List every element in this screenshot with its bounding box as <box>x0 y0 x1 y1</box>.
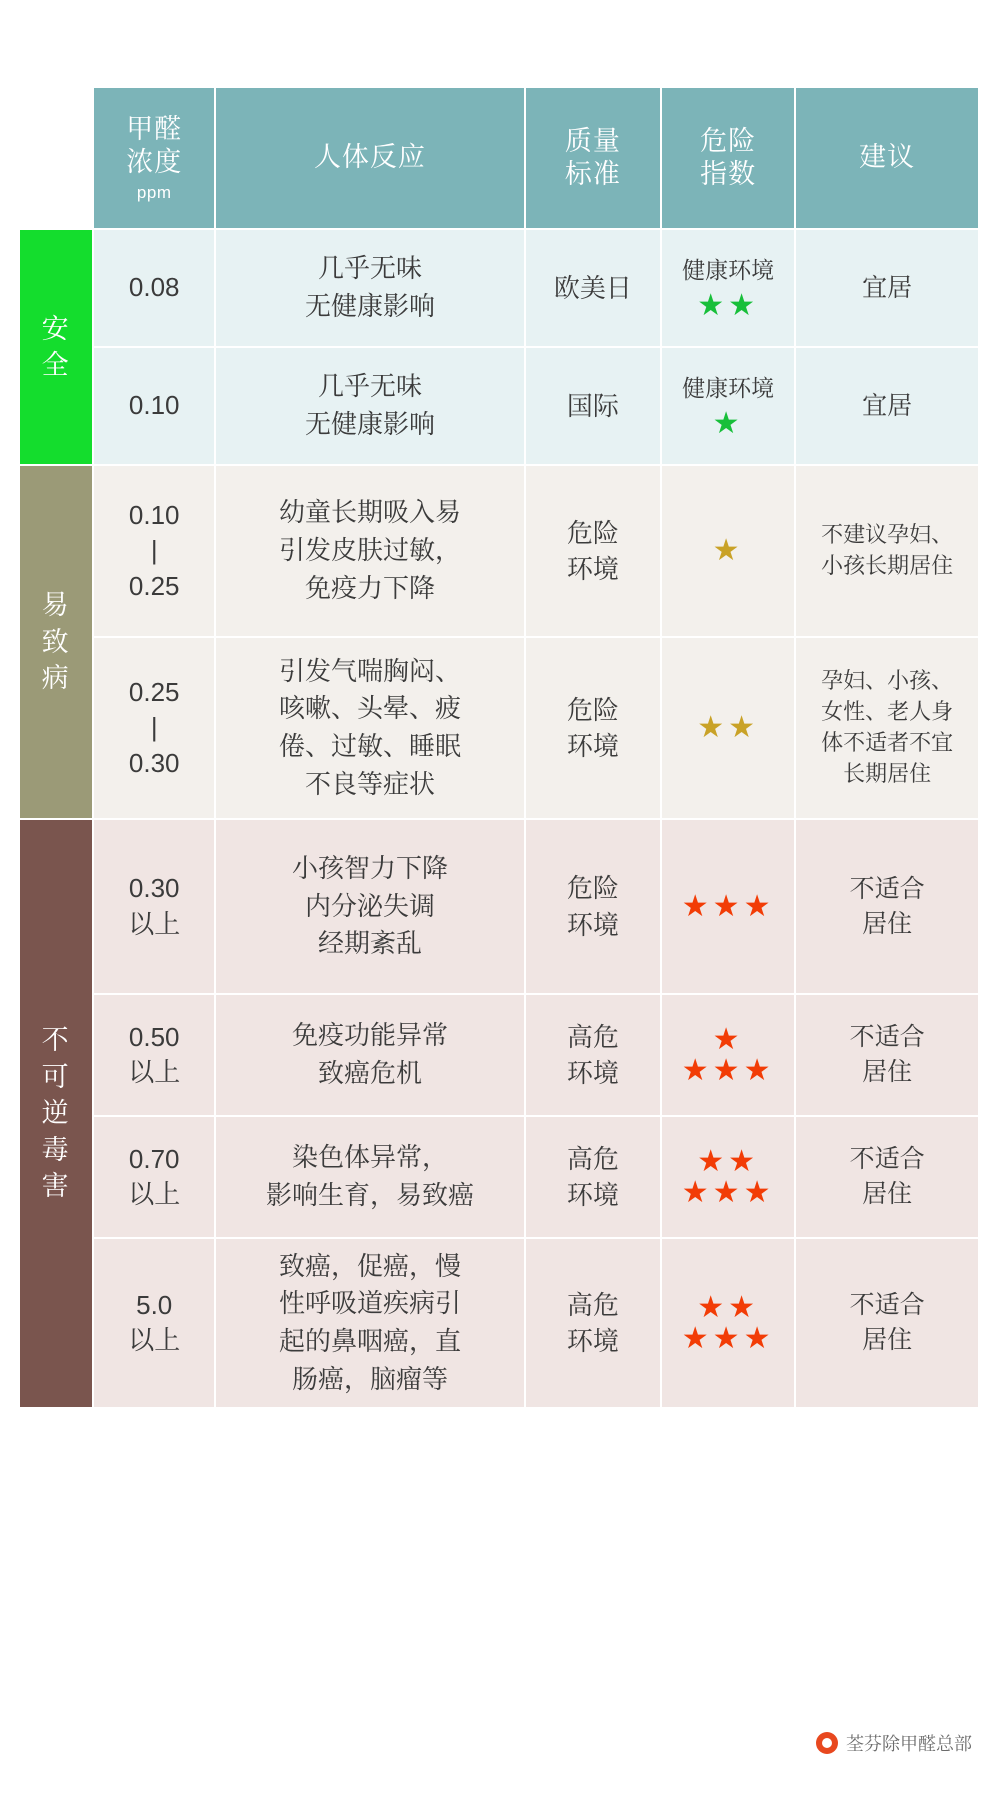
star-icon: ★ <box>712 1176 744 1209</box>
risk-stars <box>662 1024 794 1056</box>
header-standard-line1: 质量 <box>564 125 621 156</box>
category-cell <box>19 229 93 465</box>
concentration-cell: 0.10 | 0.25 <box>93 465 215 637</box>
star-icon: ★ <box>712 1022 744 1056</box>
table-row <box>19 229 979 347</box>
category-cell <box>19 819 93 1408</box>
standard-cell: 高危 环境 <box>525 994 661 1116</box>
header-reaction: 人体反应 <box>215 87 525 229</box>
reaction-cell: 幼童长期吸入易 引发皮肤过敏， 免疫力下降 <box>215 465 525 637</box>
risk-index-cell <box>661 994 795 1116</box>
concentration-cell: 0.25 | 0.30 <box>93 637 215 819</box>
star-icon: ★ <box>712 406 744 440</box>
star-icon: ★ <box>681 1322 713 1355</box>
risk-stars <box>662 712 794 744</box>
table-row <box>19 1238 979 1408</box>
risk-stars <box>662 290 794 322</box>
table-body <box>19 229 979 1408</box>
star-icon: ★ <box>743 1322 775 1355</box>
header-concentration <box>93 87 215 229</box>
header-risk-line1: 危险 <box>700 125 757 156</box>
header-standard <box>525 87 661 229</box>
header-risk-line2: 指数 <box>700 159 757 189</box>
advice-cell: 宜居 <box>795 347 979 465</box>
reaction-cell: 引发气喘胸闷、 咳嗽、头晕、疲 倦、过敏、睡眠 不良等症状 <box>215 637 525 819</box>
table-row <box>19 819 979 994</box>
star-icon: ★ <box>728 288 760 322</box>
reaction-cell: 致癌，促癌，慢 性呼吸道疾病引 起的鼻咽癌，直 肠癌，脑瘤等 <box>215 1238 525 1408</box>
advice-cell: 不适合 居住 <box>795 994 979 1116</box>
star-icon: ★ <box>712 1054 744 1087</box>
standard-cell: 欧美日 <box>525 229 661 347</box>
standard-cell: 危险 环境 <box>525 465 661 637</box>
advice-cell: 不适合 居住 <box>795 819 979 994</box>
standard-cell: 危险 环境 <box>525 819 661 994</box>
risk-stars <box>662 1146 794 1178</box>
header-advice: 建议 <box>795 87 979 229</box>
table-header <box>19 87 979 229</box>
reaction-cell: 染色体异常， 影响生育，易致癌 <box>215 1116 525 1238</box>
risk-label: 健康环境 <box>682 374 775 401</box>
formaldehyde-concentration-table <box>18 86 980 1409</box>
star-icon: ★ <box>743 889 775 923</box>
advice-cell: 不建议孕妇、 小孩长期居住 <box>795 465 979 637</box>
standard-cell: 高危 环境 <box>525 1116 661 1238</box>
table-row <box>19 994 979 1116</box>
table-row <box>19 637 979 819</box>
category-label: 易致病 <box>41 590 71 694</box>
concentration-cell: 0.50 以上 <box>93 994 215 1116</box>
star-icon: ★ <box>728 711 760 745</box>
concentration-cell: 5.0 以上 <box>93 1238 215 1408</box>
risk-stars <box>662 535 794 567</box>
star-icon: ★ <box>743 1176 775 1209</box>
risk-index-cell <box>661 1116 795 1238</box>
reaction-cell: 小孩智力下降 内分泌失调 经期紊乱 <box>215 819 525 994</box>
standard-cell: 危险 环境 <box>525 637 661 819</box>
risk-stars <box>662 1323 794 1355</box>
star-icon: ★ <box>743 1054 775 1087</box>
brand-watermark <box>816 1730 972 1756</box>
star-icon: ★ <box>681 1054 713 1087</box>
star-icon: ★ <box>712 1322 744 1355</box>
risk-stars <box>662 408 794 440</box>
star-icon: ★ <box>712 534 744 568</box>
risk-label: 健康环境 <box>682 256 775 283</box>
brand-name: 荃芬除甲醛总部 <box>846 1734 972 1754</box>
concentration-cell: 0.30 以上 <box>93 819 215 994</box>
advice-cell: 宜居 <box>795 229 979 347</box>
star-icon: ★ <box>697 288 729 322</box>
concentration-cell: 0.10 <box>93 347 215 465</box>
header-corner <box>19 87 93 229</box>
table-row <box>19 347 979 465</box>
reaction-cell: 几乎无味 无健康影响 <box>215 347 525 465</box>
risk-index-cell <box>661 1238 795 1408</box>
risk-stars <box>662 1055 794 1087</box>
category-label: 安全 <box>41 313 71 380</box>
standard-cell: 高危 环境 <box>525 1238 661 1408</box>
risk-index-cell <box>661 465 795 637</box>
header-row <box>19 87 979 229</box>
concentration-cell: 0.70 以上 <box>93 1116 215 1238</box>
wechat-logo-icon <box>816 1732 838 1754</box>
star-icon: ★ <box>697 1144 729 1178</box>
risk-index-cell <box>661 229 795 347</box>
footer <box>0 1730 1000 1759</box>
risk-index-cell <box>661 819 795 994</box>
risk-index-cell <box>661 347 795 465</box>
reaction-cell: 免疫功能异常 致癌危机 <box>215 994 525 1116</box>
table-row <box>19 465 979 637</box>
header-concentration-unit: ppm <box>136 182 172 202</box>
standard-cell: 国际 <box>525 347 661 465</box>
risk-index-cell <box>661 637 795 819</box>
risk-stars <box>662 891 794 923</box>
advice-cell: 不适合 居住 <box>795 1116 979 1238</box>
table-row <box>19 1116 979 1238</box>
reaction-cell: 几乎无味 无健康影响 <box>215 229 525 347</box>
star-icon: ★ <box>728 1144 760 1178</box>
header-standard-line2: 标准 <box>564 159 621 189</box>
star-icon: ★ <box>697 1290 729 1324</box>
star-icon: ★ <box>697 711 729 745</box>
risk-stars <box>662 1292 794 1324</box>
star-icon: ★ <box>712 889 744 923</box>
star-icon: ★ <box>681 1176 713 1209</box>
category-label: 不可逆毒害 <box>41 1025 71 1202</box>
advice-cell: 不适合 居住 <box>795 1238 979 1408</box>
category-cell <box>19 465 93 819</box>
concentration-cell: 0.08 <box>93 229 215 347</box>
header-concentration-line2: 浓度 <box>126 147 183 178</box>
header-risk <box>661 87 795 229</box>
header-concentration-line1: 甲醛 <box>126 113 183 144</box>
advice-cell: 孕妇、小孩、 女性、老人身 体不适者不宜 长期居住 <box>795 637 979 819</box>
star-icon: ★ <box>728 1290 760 1324</box>
star-icon: ★ <box>681 889 713 923</box>
risk-stars <box>662 1177 794 1209</box>
formaldehyde-table-container <box>18 86 980 1409</box>
